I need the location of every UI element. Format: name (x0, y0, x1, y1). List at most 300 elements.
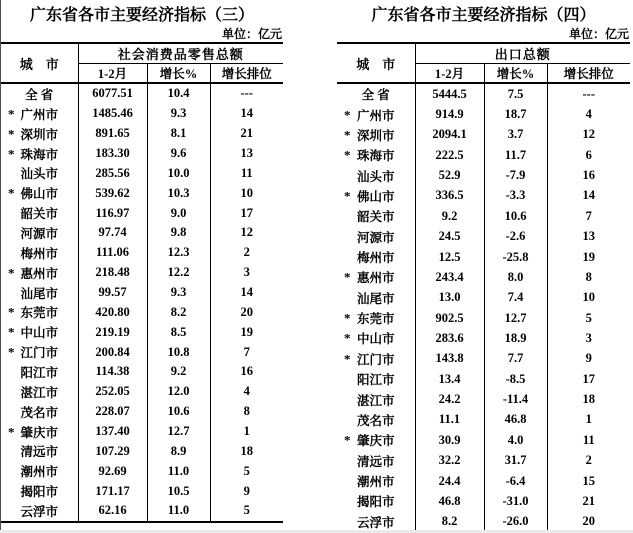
rank-cell: 16 (582, 168, 596, 183)
growth-cell: 10.6 (484, 206, 547, 226)
table-row (1, 501, 283, 522)
city-cell (1, 441, 78, 461)
city-cell (337, 186, 415, 206)
growth-cell: 9.3 (147, 104, 210, 124)
rank-cell: 11 (240, 165, 253, 180)
city-name: 广州市 (356, 108, 395, 123)
growth-cell: 12.0 (147, 382, 210, 402)
group-column-header: 社会消费品零售总额 (78, 43, 283, 64)
city-cell (1, 322, 78, 342)
rank-cell: 1 (243, 424, 250, 439)
value-cell: 200.84 (78, 342, 147, 362)
table-row (337, 491, 630, 511)
city-name: 揭阳市 (356, 495, 395, 510)
rank-cell: 8 (585, 269, 592, 284)
city-name: 韶关市 (356, 210, 395, 225)
value-cell: 8.2 (415, 512, 484, 532)
city-name: 河源市 (356, 230, 395, 245)
growth-cell: 12.3 (147, 243, 210, 263)
value-cell: 218.48 (78, 263, 147, 283)
city-cell (337, 491, 415, 511)
city-cell (1, 263, 78, 283)
star-marker: * (344, 147, 351, 163)
rank-cell: 21 (582, 493, 596, 508)
rank-cell: 18 (582, 392, 596, 407)
table-row (337, 369, 630, 389)
city-name: 江门市 (20, 346, 58, 361)
value-cell: 107.29 (78, 441, 147, 461)
table-row (337, 186, 630, 206)
rank-column-header: 增长排位 (547, 64, 630, 84)
city-cell (337, 288, 415, 308)
city-cell (1, 243, 78, 263)
city-name: 东莞市 (20, 306, 58, 321)
city-name: 潮州市 (356, 475, 395, 489)
city-name: 惠州市 (356, 271, 395, 286)
value-cell: 2094.1 (415, 125, 484, 145)
city-cell (1, 362, 78, 382)
value-cell: 13.0 (415, 288, 484, 308)
rank-cell: 20 (240, 304, 253, 319)
unit-label: 单位：亿元 (221, 27, 282, 41)
star-marker: * (344, 107, 351, 123)
rank-cell: 17 (582, 371, 596, 386)
retail-sales-table (1, 42, 283, 523)
city-cell (337, 512, 415, 532)
value-cell: 222.5 (415, 145, 484, 165)
rank-cell: 20 (582, 514, 596, 529)
city-cell (1, 183, 78, 203)
city-name: 深圳市 (20, 127, 58, 142)
rank-cell: 13 (240, 146, 253, 160)
table-row (337, 430, 630, 450)
table-row (1, 183, 283, 203)
growth-cell: 18.9 (484, 328, 547, 348)
growth-cell: 10.4 (147, 83, 210, 104)
city-cell (1, 501, 78, 522)
table-row (1, 322, 283, 342)
growth-cell: 4.0 (484, 430, 547, 450)
growth-cell: 11.0 (147, 501, 210, 522)
growth-cell: 8.9 (147, 441, 210, 461)
city-name: 珠海市 (356, 149, 395, 164)
star-marker: * (344, 331, 351, 347)
city-cell (337, 328, 415, 348)
growth-cell: -31.0 (484, 491, 547, 511)
table-body (337, 83, 630, 532)
rank-cell: 6 (585, 147, 592, 162)
table-row (1, 104, 283, 124)
table-title: 广东省各市主要经济指标（四） (371, 7, 596, 24)
table-row (337, 328, 630, 348)
table-row (337, 125, 630, 145)
rank-cell: 12 (240, 225, 253, 240)
table-row (337, 206, 630, 226)
growth-cell: 8.0 (484, 267, 547, 287)
rank-cell: 4 (585, 107, 592, 122)
city-cell (1, 203, 78, 223)
value-cell: 32.2 (415, 450, 484, 470)
table-row (1, 124, 283, 144)
growth-cell: 10.0 (147, 163, 210, 183)
city-name: 东莞市 (356, 312, 395, 327)
city-cell (337, 349, 415, 369)
table-row (337, 471, 630, 491)
growth-cell: -11.4 (484, 389, 547, 409)
city-cell (1, 283, 78, 303)
value-cell: 114.38 (78, 362, 147, 382)
value-cell: 539.62 (78, 183, 147, 203)
table-row (1, 461, 283, 481)
table-header (337, 43, 630, 83)
growth-cell: 10.3 (147, 183, 210, 203)
value-cell: 171.17 (78, 481, 147, 501)
city-name: 湛江市 (356, 393, 395, 408)
value-cell: 111.06 (78, 243, 147, 263)
value-cell: 24.2 (415, 389, 484, 409)
rank-cell: 5 (243, 503, 250, 518)
table-row (337, 247, 630, 267)
rank-cell: --- (240, 86, 253, 101)
city-cell (1, 104, 78, 124)
growth-cell: 46.8 (484, 410, 547, 430)
rank-cell: 19 (582, 249, 596, 264)
table-row (337, 308, 630, 328)
rank-cell: 14 (240, 285, 253, 300)
city-name: 汕尾市 (20, 286, 58, 301)
city-name: 深圳市 (356, 128, 395, 143)
city-cell (1, 144, 78, 164)
growth-cell: 8.5 (147, 322, 210, 342)
city-name: 江门市 (356, 352, 395, 367)
growth-column-header: 增长% (484, 64, 547, 84)
value-cell: 183.30 (78, 144, 147, 164)
city-name: 茂名市 (20, 405, 58, 420)
city-name: 湛江市 (20, 385, 58, 400)
rank-cell: 1 (585, 412, 592, 427)
value-cell: 5444.5 (415, 83, 484, 104)
rank-cell: 7 (243, 344, 250, 359)
rank-cell: 21 (240, 126, 253, 141)
growth-cell: 31.7 (484, 450, 547, 470)
growth-cell: 11.7 (484, 145, 547, 165)
city-name: 阳江市 (20, 365, 58, 380)
growth-cell: 18.7 (484, 104, 547, 124)
rank-cell: 9 (585, 351, 592, 366)
table-row (1, 163, 283, 183)
rank-cell: 7 (585, 208, 592, 223)
value-cell: 6077.51 (78, 83, 147, 104)
rank-cell: 10 (240, 185, 253, 200)
city-name: 肇庆市 (20, 425, 58, 440)
star-marker: * (8, 185, 15, 201)
growth-column-header: 增长% (147, 64, 210, 84)
city-name: 河源市 (20, 226, 58, 241)
value-cell: 12.5 (415, 247, 484, 267)
table-row (337, 267, 630, 287)
table-row (1, 243, 283, 263)
star-marker: * (344, 310, 351, 326)
growth-cell: -25.8 (484, 247, 547, 267)
city-cell (1, 163, 78, 183)
city-name: 汕头市 (20, 167, 58, 182)
city-column-header: 城 市 (337, 43, 415, 83)
star-marker: * (344, 127, 351, 143)
growth-cell: 7.5 (484, 83, 547, 104)
growth-cell: -2.6 (484, 227, 547, 247)
rank-cell: 5 (243, 463, 250, 478)
growth-cell: 7.4 (484, 288, 547, 308)
value-cell: 1485.46 (78, 104, 147, 124)
rank-cell: 15 (582, 473, 596, 488)
growth-cell: 9.6 (147, 144, 210, 164)
city-cell (337, 267, 415, 287)
value-cell: 97.74 (78, 223, 147, 243)
table-row (1, 263, 283, 283)
value-cell: 92.69 (78, 461, 147, 481)
star-marker: * (8, 324, 15, 340)
growth-cell: 10.6 (147, 402, 210, 422)
table-header (1, 43, 283, 83)
value-cell: 914.9 (415, 104, 484, 124)
star-marker: * (344, 351, 351, 367)
rank-cell: 10 (582, 290, 596, 305)
growth-cell: 8.2 (147, 302, 210, 322)
city-cell (337, 206, 415, 226)
rank-cell: 12 (582, 127, 596, 142)
rank-cell: 9 (243, 483, 250, 498)
city-cell (1, 83, 78, 104)
table-row (337, 288, 630, 308)
table-row (1, 144, 283, 164)
value-cell: 137.40 (78, 422, 147, 442)
value-cell: 283.6 (415, 328, 484, 348)
city-cell (1, 461, 78, 481)
table-row (337, 389, 630, 409)
value-cell: 13.4 (415, 369, 484, 389)
value-cell: 24.5 (415, 227, 484, 247)
table-row (1, 302, 283, 322)
city-cell (337, 308, 415, 328)
city-cell (1, 422, 78, 442)
city-cell (337, 247, 415, 267)
value-cell: 46.8 (415, 491, 484, 511)
city-name: 揭阳市 (20, 485, 58, 500)
value-cell: 420.80 (78, 302, 147, 322)
table-body (1, 83, 283, 522)
star-marker: * (8, 106, 15, 122)
rank-cell: 16 (240, 364, 253, 379)
exports-table (337, 42, 630, 532)
city-cell (337, 165, 415, 185)
star-marker: * (344, 432, 351, 448)
rank-cell: 2 (243, 245, 250, 260)
star-marker: * (8, 344, 15, 360)
unit-label: 单位：亿元 (568, 27, 629, 41)
growth-cell: -6.4 (484, 471, 547, 491)
city-cell (337, 83, 415, 104)
city-cell (1, 382, 78, 402)
city-cell (1, 223, 78, 243)
star-marker: * (8, 265, 15, 281)
value-cell: 143.8 (415, 349, 484, 369)
city-name: 阳江市 (356, 373, 395, 388)
city-cell (337, 227, 415, 247)
table-row (1, 362, 283, 382)
city-cell (1, 302, 78, 322)
value-cell: 116.97 (78, 203, 147, 223)
rank-cell: 17 (240, 205, 253, 220)
city-name: 中山市 (20, 326, 58, 341)
city-cell (1, 124, 78, 144)
value-cell: 285.56 (78, 163, 147, 183)
table-row (337, 450, 630, 470)
growth-cell: 10.8 (147, 342, 210, 362)
table-row (337, 145, 630, 165)
table-title: 广东省各市主要经济指标（三） (29, 7, 254, 24)
rank-cell: 14 (582, 188, 596, 203)
value-cell: 228.07 (78, 402, 147, 422)
star-marker: * (8, 424, 15, 440)
city-name: 广州市 (20, 107, 58, 122)
growth-cell: 7.7 (484, 349, 547, 369)
rank-column-header: 增长排位 (210, 64, 283, 84)
value-cell: 252.05 (78, 382, 147, 402)
city-cell (337, 145, 415, 165)
city-cell (337, 430, 415, 450)
table-row (1, 481, 283, 501)
rank-cell: 3 (585, 330, 592, 345)
city-cell (337, 389, 415, 409)
city-cell (337, 369, 415, 389)
rank-cell: 3 (243, 265, 250, 280)
table-row (1, 342, 283, 362)
rank-cell: 8 (243, 404, 250, 419)
city-cell (1, 481, 78, 501)
star-marker: * (8, 126, 15, 142)
city-cell (337, 410, 415, 430)
city-name: 梅州市 (20, 246, 58, 261)
rank-cell: 13 (582, 229, 596, 244)
table-row (337, 410, 630, 430)
city-name: 肇庆市 (356, 434, 395, 449)
growth-cell: 11.0 (147, 461, 210, 481)
growth-cell: 12.7 (484, 308, 547, 328)
growth-cell: 9.2 (147, 362, 210, 382)
city-cell (337, 125, 415, 145)
city-name: 清远市 (356, 454, 395, 469)
city-name: 梅州市 (356, 251, 395, 266)
growth-cell: -3.3 (484, 186, 547, 206)
city-cell (337, 450, 415, 470)
value-cell: 62.16 (78, 501, 147, 522)
rank-cell: 5 (585, 310, 592, 325)
rank-cell: 18 (240, 443, 253, 458)
group-column-header: 出口总额 (415, 43, 630, 64)
table-row (337, 227, 630, 247)
growth-cell: 12.2 (147, 263, 210, 283)
table-row (1, 441, 283, 461)
period-column-header: 1-2月 (415, 64, 484, 84)
city-name: 中山市 (356, 332, 395, 347)
value-cell: 891.65 (78, 124, 147, 144)
rank-cell: 19 (240, 324, 253, 339)
city-name: 韶关市 (20, 207, 58, 222)
table-row (1, 223, 283, 243)
star-marker: * (344, 270, 351, 286)
city-cell (337, 471, 415, 491)
value-cell: 902.5 (415, 308, 484, 328)
value-cell: 30.9 (415, 430, 484, 450)
city-name: 汕尾市 (356, 291, 395, 306)
period-column-header: 1-2月 (78, 64, 147, 84)
table-row (1, 203, 283, 223)
table-row (1, 283, 283, 303)
table-row (337, 512, 630, 532)
city-cell (1, 402, 78, 422)
rank-cell: 4 (243, 384, 250, 399)
rank-cell: 11 (582, 432, 595, 447)
city-name: 惠州市 (20, 266, 58, 281)
table-row (1, 83, 283, 104)
city-name: 全 省 (25, 87, 54, 102)
star-marker: * (8, 146, 15, 162)
star-marker: * (8, 305, 15, 321)
city-name: 清远市 (20, 445, 58, 460)
city-name: 潮州市 (20, 465, 58, 480)
value-cell: 24.4 (415, 471, 484, 491)
table-row (1, 382, 283, 402)
value-cell: 99.57 (78, 283, 147, 303)
star-marker: * (344, 188, 351, 204)
growth-cell: 8.1 (147, 124, 210, 144)
rank-cell: 14 (240, 106, 253, 121)
value-cell: 9.2 (415, 206, 484, 226)
growth-cell: -8.5 (484, 369, 547, 389)
city-cell (337, 104, 415, 124)
table-row (337, 83, 630, 104)
city-name: 汕头市 (356, 169, 395, 184)
value-cell: 243.4 (415, 267, 484, 287)
growth-cell: 9.3 (147, 283, 210, 303)
value-cell: 336.5 (415, 186, 484, 206)
table-row (337, 104, 630, 124)
city-column-header: 城 市 (1, 43, 78, 83)
city-name: 佛山市 (356, 189, 395, 204)
city-name: 茂名市 (356, 413, 395, 428)
growth-cell: 9.0 (147, 203, 210, 223)
city-cell (1, 342, 78, 362)
table-row (337, 165, 630, 185)
city-name: 全 省 (361, 88, 390, 103)
city-name: 佛山市 (20, 187, 58, 202)
growth-cell: 10.5 (147, 481, 210, 501)
value-cell: 11.1 (415, 410, 484, 430)
table-row (337, 349, 630, 369)
growth-cell: 12.7 (147, 422, 210, 442)
rank-cell: 2 (585, 453, 592, 468)
table-row (1, 422, 283, 442)
city-name: 云浮市 (356, 515, 395, 530)
growth-cell: 3.7 (484, 125, 547, 145)
growth-cell: 9.8 (147, 223, 210, 243)
city-name: 珠海市 (20, 147, 58, 162)
value-cell: 52.9 (415, 165, 484, 185)
growth-cell: -26.0 (484, 512, 547, 532)
growth-cell: -7.9 (484, 165, 547, 185)
value-cell: 219.19 (78, 322, 147, 342)
rank-cell: --- (582, 86, 596, 101)
